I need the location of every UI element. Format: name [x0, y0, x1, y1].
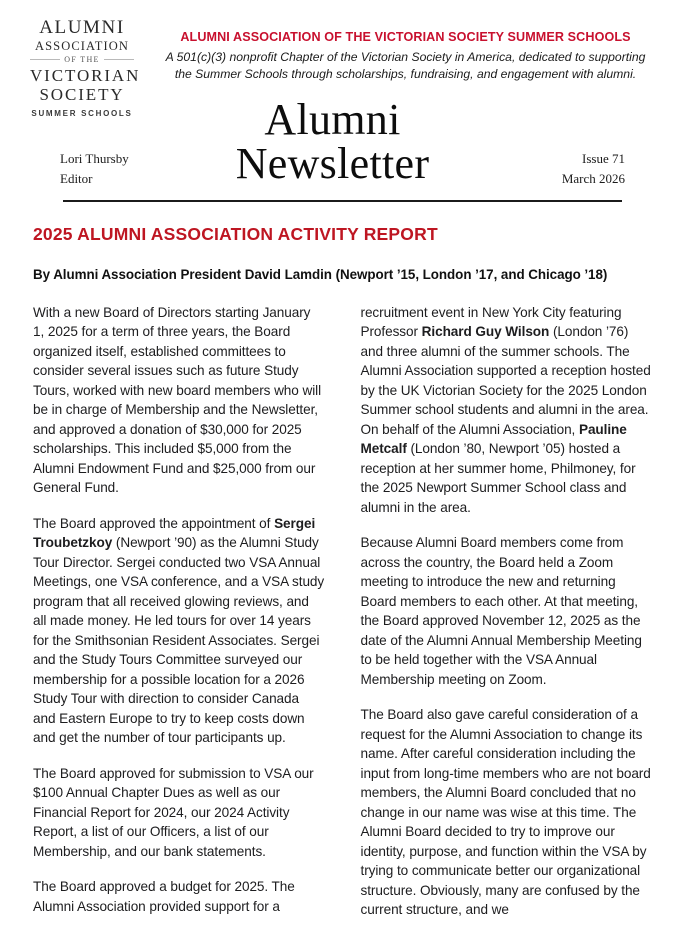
issue-date: March 2026 [561, 170, 625, 186]
logo-line-summer-schools: SUMMER SCHOOLS [31, 109, 133, 119]
article [0, 224, 685, 936]
masthead-heading-text [134, 14, 655, 83]
logo-line-alumni: ALUMNI [39, 17, 125, 38]
para-board-start: With a new Board of Directors starting January 1, 2025 for a term of three years, the Board organized itself, established committees to consider several issues such as future Study Tours, worked with new board members who will be in charge of Membership and the Newsletter, and approved a donation of $30,000 for 2025 scholarships. This included $5,000 from the Alumni Endowment Fund and $25,000 from our General Fund. [33, 304, 322, 496]
organization-logo [30, 14, 141, 119]
para-name-change: The Board also gave careful consideration of a request for the Alumni Association to change its name. After careful consideration including the input from long-time members who are not board members, the Alumni Board concluded that no change in our name was wise at this time. The Alumni Board decided to try to improve our identity, purpose, and function within the VSA by trying to communicate better our organizational structure. Obviously, many are confused by the current structure, and we [360, 707, 651, 918]
para-study-tour-director: The Board approved the appointment of Sergei Troubetzkoy (Newport ’90) as the Alumni Study Tour Director. Sergei conducted two VSA Annual Meetings, one VSA conference, and a VSA study program that all received glowing reviews, and all made money. He led tours for over 14 years for the Smithsonian Resident Associates. Sergei and the Study Tours Committee surveyed our membership for a possible location for a 2026 Study Tour with direction to consider Canada and Eastern Europe to try to keep costs down and get the number of tour participants up. [33, 515, 325, 746]
para-budget: The Board approved a budget for 2025. The Alumni Association provided support for a [33, 879, 295, 914]
article-column-right [361, 303, 653, 936]
logo-line-society: SOCIETY [39, 85, 125, 105]
article-headline: 2025 ALUMNI ASSOCIATION ACTIVITY REPORT [33, 223, 438, 244]
para-recruitment: recruitment event in New York City featuring Professor Richard Guy Wilson (London ’76) and three alumni of the summer schools. The Alumni Association supported a reception hosted by the UK Victorian Society for the 2025 London Summer school students and alumni in the area. On behalf of the Alumni Association, Pauline Metcalf (London ’80, Newport ’05) hosted a reception at her summer home, Philmoney, for the 2025 Newport Summer School class and alumni in the area. [360, 304, 651, 515]
para-zoom-meeting: Because Alumni Board members come from across the country, the Board held a Zoom meeting to introduce the new and returning Board members to each other. At that meeting, the Board approved November 12, 2025 as the date of the Alumni Annual Membership Meeting to be held together with the VSA Annual Membership meeting on Zoom. [360, 535, 642, 687]
logo-line-of-the [30, 55, 134, 65]
masthead [0, 0, 685, 202]
issue-number: Issue 71 [582, 151, 625, 167]
editor-role: Editor [60, 170, 93, 186]
editor-name: Lori Thursby [60, 151, 129, 167]
page-title: Alumni Newsletter [235, 95, 430, 189]
issue-block [521, 149, 625, 192]
logo-of-the-text: OF THE [64, 55, 100, 65]
logo-rule-left [30, 59, 60, 60]
article-byline: By Alumni Association President David Lamdin (Newport ’15, London ’17, and Chicago ’18) [33, 266, 608, 282]
organization-tagline: A 501(c)(3) nonprofit Chapter of the Victorian Society in America, dedicated to supporting the Summer Schools through scholarships, fundraising, and engagement with alumni. [165, 49, 646, 82]
para-vsa-submission: The Board approved for submission to VSA our $100 Annual Chapter Dues as well as our Financial Report for 2024, our 2024 Activity Report, a list of our Officers, a list of our Membership, and our bank statements. [33, 765, 314, 859]
editor-block [60, 149, 164, 192]
organization-name: ALUMNI ASSOCIATION OF THE VICTORIAN SOCIETY SUMMER SCHOOLS [180, 30, 631, 44]
logo-line-association: ASSOCIATION [34, 38, 130, 53]
article-columns [33, 303, 652, 936]
logo-rule-right [104, 59, 134, 60]
masthead-divider [63, 200, 622, 201]
article-column-left [33, 303, 325, 936]
logo-line-victorian: VICTORIAN [30, 65, 141, 85]
